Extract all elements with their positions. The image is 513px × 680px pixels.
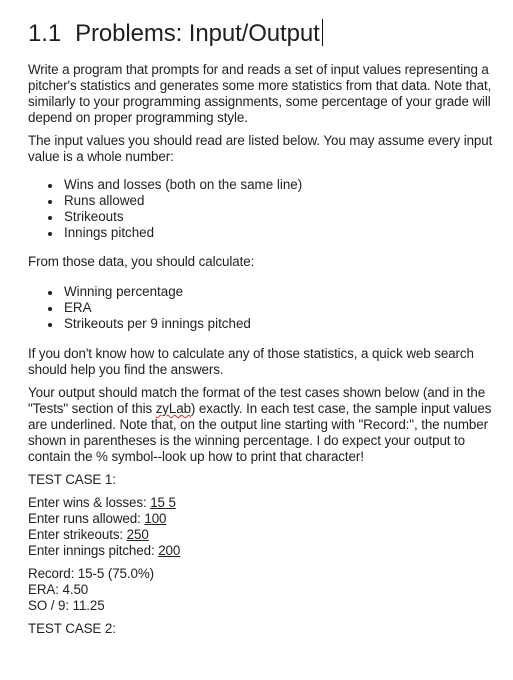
strikeouts-prompt: Enter strikeouts: [28,527,127,542]
input-intro-paragraph: The input values you should read are listed below. You may assume every input value is a whole number: [28,133,493,164]
wins-prompt: Enter wins & losses: [28,495,151,510]
calc-list [28,284,498,332]
list-item: Runs allowed [28,193,498,209]
list-item: Strikeouts [28,209,498,225]
innings-line [28,543,498,559]
test-case-1-label: TEST CASE 1: [28,472,116,487]
test-case-2-label: TEST CASE 2: [28,621,116,636]
test-case-1-input [28,495,498,559]
intro-paragraph: Write a program that prompts for and reads a set of input values representing a pitcher's statistics and generates some more statistics from that data. Note that, similarly to your programming assignments, some percentage of your grade will depend on proper programming style. [28,62,492,125]
document-content [28,16,498,637]
section-title: Problems: Input/Output [75,20,320,47]
zylab-spellcheck-word: zyLab [155,401,191,416]
input-list [28,177,498,241]
list-item: Wins and losses (both on the same line) [28,177,498,193]
section-heading[interactable] [28,16,498,52]
runs-line [28,511,498,527]
list-item: Strikeouts per 9 innings pitched [28,316,498,332]
runs-prompt: Enter runs allowed: [28,511,145,526]
list-item: ERA [28,300,498,316]
format-paragraph [28,385,498,465]
era-line: ERA: 4.50 [28,582,89,597]
section-number: 1.1 [28,20,62,47]
calc-intro-paragraph: From those data, you should calculate: [28,254,255,269]
format-text-1: Your output should match the format of the test cases shown below (and in the "Tests" section of this [28,385,486,416]
strikeouts-value: 250 [126,527,149,542]
record-line: Record: 15-5 (75.0%) [28,566,155,581]
text-cursor [322,19,324,46]
test-case-1-output [28,566,498,614]
so9-line: SO / 9: 11.25 [28,598,105,613]
strikeouts-line [28,527,498,543]
wins-value: 15 5 [150,495,176,510]
list-item: Winning percentage [28,284,498,300]
format-text-2: ) exactly. In each test case, the sample input values are underlined. Note that, on the output line starting with "Record:", the number shown in parentheses is the winning percentage. I do expect your output to contain the % symbol--look up how to print that character! [28,401,492,464]
wins-line [28,495,498,511]
runs-value: 100 [144,511,167,526]
web-search-paragraph: If you don't know how to calculate any of those statistics, a quick web search should help you find the answers. [28,346,474,377]
innings-prompt: Enter innings pitched: [28,543,159,558]
innings-value: 200 [158,543,181,558]
list-item: Innings pitched [28,225,498,241]
